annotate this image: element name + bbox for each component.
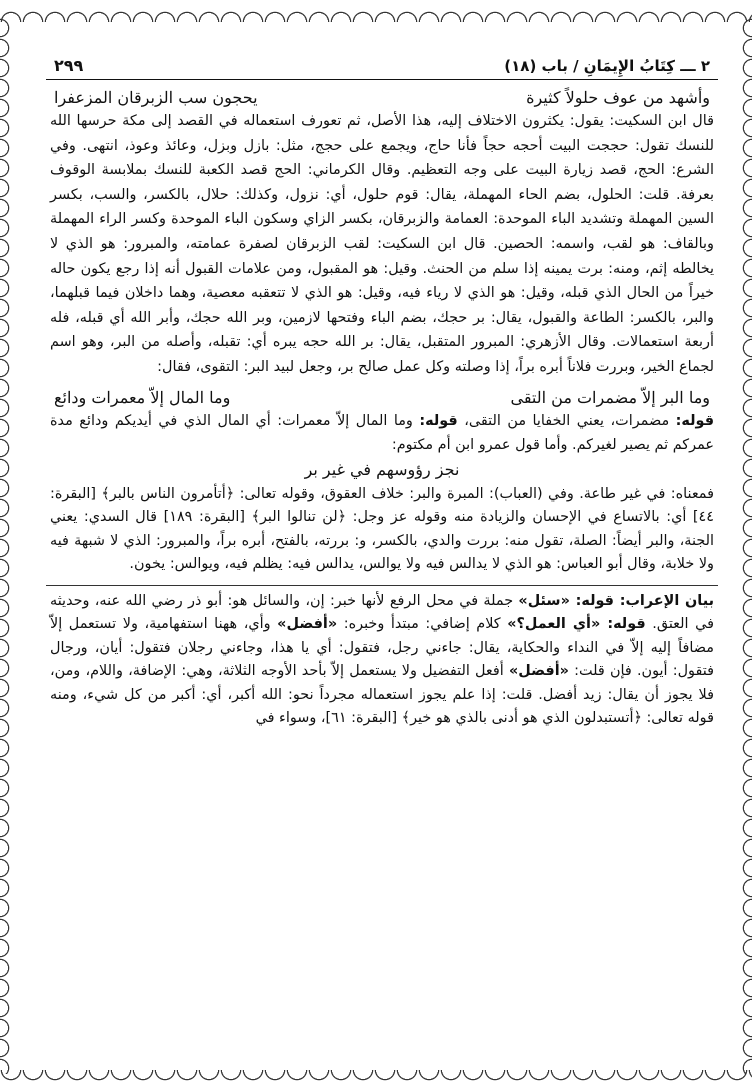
decorative-border-top bbox=[0, 0, 752, 22]
poetry-verse bbox=[46, 380, 718, 409]
chapter-title: ٢ ـــ كِتَابُ الإِيمَانِ / باب (١٨) bbox=[504, 57, 710, 75]
commentary-paragraph bbox=[46, 409, 718, 458]
commentary-paragraph: قال ابن السكيت: يقول: يكثرون الاختلاف إليه، هذا الأصل، ثم تعورف استعماله في القصد إلى مكة حرسها الله للنسك تقول: حججت البيت أحجه حجاً فأنا حاج، ويجمع على حجج، مثل: بازل وبزل، وعائذ وعوذ، انتهى. وفي الشرع: الحج، قصد زيارة البيت على وجه التعظيم. وقال الكرماني: الحج قصد الكعبة للنسك بملابسة الوقوف بعرفة. قلت: الحلول، بضم الحاء المهملة، يقال: قوم حلول، أي: نزول، وكذلك: حلال، بالكسر، والسب، بكسر السين المهملة وتشديد الباء الموحدة: العمامة والزبرقان، بكسر الزاي وسكون الباء الموحدة وكسر الراء المهملة وبالقاف: هو لقب، واسمه: الحصين. قال ابن السكيت: لقب الزبرقان لصفرة عمامته، والمبرور: هو الذي لا يخالطه إثم، ومنه: برت يمينه إذا سلم من الحنث. وقيل: هو المقبول، ومن علامات القبول أنه إذا رجع يكون حاله خيراً من الحال الذي قبله، وقيل: هو الذي لا رياء فيه، وقيل: هو الذي لا تتعقبه معصية، وهما داخلان فيما قبلهما، والبر، بالكسر: الطاعة والقبول، يقال: بر حجك، بضم الباء وفتحها لازمين، وبر الله حجك، وأبر الله أي قبله، فله أربعة استعمالات. وقال الأزهري: المبرور المتقبل، يقال: بر الله حجه يبره أي: تقبله، وأصله من البر، وهو اسم لجماع الخير، وبررت فلاناً أبره براً، إذا وصلته وكل عمل صالح بر، وجعل لبيد البر: التقوى، فقال: bbox=[50, 113, 714, 375]
verse-first-hemistich: وأشهد من عوف حلولاً كثيرة bbox=[526, 88, 710, 107]
paragraph-text: جملة في محل الرفع لأنها خبر: إن، والسائل هو: أبو ذر رضي الله عنه، وحديثه في العتق. bbox=[50, 592, 714, 633]
verse-second-hemistich: وما المال إلاّ معمرات ودائع bbox=[54, 387, 231, 407]
keyword: «أفضل» bbox=[277, 616, 338, 633]
decorative-border-bottom bbox=[0, 1070, 752, 1092]
keyword: «أفضل» bbox=[508, 663, 569, 680]
grammar-paragraph bbox=[46, 590, 718, 731]
paragraph-text: أفعل التفضيل ولا يستعمل إلاّ بأحد الأوجه الثلاثة، وهي: الإضافة، واللام، ومن، فلا يجوز أن يقال: زيد أفضل. قلت: إذا علم يجوز استعماله مجرداً نحو: الله أكبر، أي: أكبر من كل شيء، ومنه قوله تعالى: ﴿أتستبدلون الذي هو أدنى بالذي هو خير﴾ [البقرة: ٦١]، وسواء في bbox=[50, 663, 714, 727]
page-header bbox=[46, 46, 718, 80]
section-divider bbox=[46, 585, 718, 586]
paragraph-text: وما المال إلاّ معمرات: أي المال الذي في أيديكم ودائع مدة عمركم ثم يصير لغيركم. وأما قول عمرو ابن أم مكتوم: bbox=[50, 412, 714, 454]
decorative-border-left bbox=[0, 18, 18, 1074]
keyword: قوله: «أي العمل؟» bbox=[507, 616, 646, 633]
page-content bbox=[46, 46, 718, 1062]
page-number: ٢٩٩ bbox=[54, 56, 84, 75]
paragraph-text: وأي، ههنا استفهامية، ولا تستعمل إلاّ مضافاً إليه إلاّ في النداء والحكاية، يقال: جاءني رجل، فتقول: أي يا هذا، وجاءني رجلان فتقول: أيان، ورجال فتقول: أيون. فإن قلت: bbox=[50, 616, 714, 680]
keyword: قوله: bbox=[419, 412, 458, 429]
poetry-half-verse: نجز رؤوسهم في غير بر bbox=[304, 459, 460, 479]
verse-first-hemistich: وما البر إلاّ مضمرات من التقى bbox=[510, 387, 710, 407]
section-heading: بيان الإعراب: قوله: «سئل» bbox=[518, 592, 714, 609]
commentary-paragraph: فمعناه: في غير طاعة. وفي (العباب): المبرة والبر: خلاف العقوق، وقوله تعالى: ﴿أتأمرون الناس بالبر﴾ [البقرة: ٤٤] أي: بالاتساع في الإحسان والزيادة منه وقوله عز وجل: ﴿لن تنالوا البر﴾ [البقرة: ١٨٩] قال السدي: يعني الجنة، والبر أيضاً: الصلة، تقول منه: بررت والدي، بالكسر، و: بررته، بالفتح، أبره براً، والمبرور: الذي لا شبهة فيه ولا خلابة، وقال أبو العباس: هو الذي لا يدالس فيه ولا يوالس، يدالس فيه: يظلم فيه، ويوالس: يخون. bbox=[50, 485, 714, 573]
verse-second-hemistich: يحجون سب الزبرقان المزعفرا bbox=[54, 88, 258, 107]
decorative-border-right bbox=[734, 18, 752, 1074]
paragraph-text: مضمرات، يعني الخفايا من التقى، bbox=[457, 412, 676, 429]
keyword: قوله: bbox=[675, 412, 715, 429]
paragraph-text: كلام إضافي: مبتدأ وخبره: bbox=[337, 616, 508, 633]
poetry-verse bbox=[46, 80, 718, 109]
